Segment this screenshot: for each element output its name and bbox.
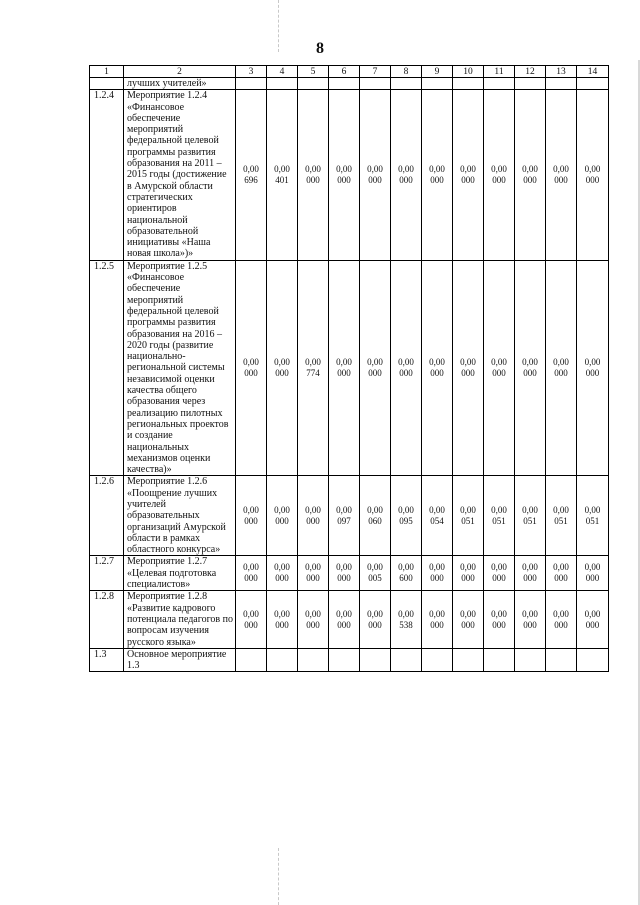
column-number: 14 — [577, 66, 609, 78]
value-line-2: 000 — [554, 175, 568, 186]
value-cell — [577, 591, 609, 648]
value-cell — [298, 90, 329, 260]
value-line-1: 0,00 — [305, 164, 321, 175]
column-number: 5 — [298, 66, 329, 78]
value-line-1: 0,00 — [584, 357, 601, 368]
value-line-2: 095 — [399, 515, 413, 526]
row-description: Мероприятие 1.2.4 «Финансовое обеспечение мероприятий федеральной целевой программы развития образования на 2011 – 2015 годы (достижение в Амурской области стратегических ориентиров национальной образовательной инициативы «Наша новая школа»)» — [124, 90, 236, 260]
value-line-2: 000 — [337, 573, 351, 584]
continuation-description: лучших учителей» — [124, 78, 236, 90]
value-line-2: 000 — [461, 368, 475, 379]
value-line-2: 051 — [585, 515, 600, 526]
value-line-1: 0,00 — [243, 357, 259, 368]
value-line-2: 097 — [337, 515, 351, 526]
value-cell — [546, 260, 577, 476]
continuation-row — [90, 78, 609, 90]
value-line-1: 0,00 — [522, 608, 538, 619]
value-line-1: 0,00 — [398, 608, 414, 619]
value-cell — [360, 648, 391, 672]
value-line-2: 000 — [306, 515, 320, 526]
value-line-2: 000 — [244, 619, 258, 630]
value-cell — [422, 556, 453, 591]
value-cell — [360, 260, 391, 476]
value-line-2: 000 — [523, 368, 537, 379]
value-cell — [422, 648, 453, 672]
value-line-2: 000 — [337, 619, 351, 630]
value-cell — [391, 648, 422, 672]
value-line-2: 538 — [399, 619, 413, 630]
column-number: 9 — [422, 66, 453, 78]
program-table — [89, 65, 609, 672]
value-cell — [329, 260, 360, 476]
value-line-1: 0,00 — [491, 562, 507, 573]
value-line-1: 0,00 — [336, 608, 352, 619]
value-cell — [391, 260, 422, 476]
column-number: 3 — [236, 66, 267, 78]
value-line-1: 0,00 — [398, 164, 414, 175]
fold-line-bottom — [278, 848, 279, 905]
value-line-1: 0,00 — [491, 164, 507, 175]
value-line-2: 005 — [368, 573, 382, 584]
value-line-2: 000 — [523, 573, 537, 584]
row-code: 1.2.8 — [90, 591, 124, 648]
value-line-1: 0,00 — [429, 164, 445, 175]
value-line-1: 0,00 — [553, 357, 569, 368]
value-cell — [298, 260, 329, 476]
value-line-2: 000 — [461, 573, 475, 584]
value-line-1: 0,00 — [274, 164, 290, 175]
value-line-1: 0,00 — [336, 357, 352, 368]
value-line-2: 000 — [244, 368, 258, 379]
value-cell — [577, 90, 609, 260]
value-cell — [391, 476, 422, 556]
value-line-1: 0,00 — [553, 608, 569, 619]
value-cell — [422, 260, 453, 476]
value-cell — [267, 90, 298, 260]
table-row — [90, 556, 609, 591]
value-line-2: 054 — [430, 515, 444, 526]
value-line-2: 000 — [337, 175, 351, 186]
value-cell — [453, 591, 484, 648]
value-line-2: 051 — [523, 515, 537, 526]
value-line-1: 0,00 — [336, 562, 352, 573]
column-number: 13 — [546, 66, 577, 78]
value-line-1: 0,00 — [274, 608, 290, 619]
value-cell — [236, 591, 267, 648]
table-row — [90, 260, 609, 476]
value-line-1: 0,00 — [491, 357, 507, 368]
value-line-1: 0,00 — [367, 608, 383, 619]
value-line-1: 0,00 — [398, 562, 414, 573]
value-line-1: 0,00 — [584, 562, 601, 573]
row-code: 1.2.7 — [90, 556, 124, 591]
value-cell — [422, 591, 453, 648]
value-cell — [577, 556, 609, 591]
value-cell — [329, 476, 360, 556]
value-line-2: 000 — [306, 573, 320, 584]
value-cell — [515, 648, 546, 672]
value-cell — [546, 90, 577, 260]
value-line-2: 000 — [492, 619, 506, 630]
value-cell — [546, 591, 577, 648]
value-line-2: 000 — [399, 175, 413, 186]
value-line-2: 000 — [585, 175, 600, 186]
value-line-2: 000 — [523, 175, 537, 186]
value-cell — [329, 556, 360, 591]
row-code: 1.2.6 — [90, 476, 124, 556]
value-line-1: 0,00 — [491, 504, 507, 515]
value-line-2: 000 — [337, 368, 351, 379]
value-line-2: 000 — [461, 619, 475, 630]
value-cell — [515, 476, 546, 556]
value-cell — [484, 476, 515, 556]
value-line-1: 0,00 — [274, 504, 290, 515]
value-cell — [577, 476, 609, 556]
row-description: Основное мероприятие 1.3 — [124, 648, 236, 672]
value-cell — [236, 476, 267, 556]
table-rows — [90, 90, 609, 672]
value-line-1: 0,00 — [522, 357, 538, 368]
value-line-1: 0,00 — [429, 562, 445, 573]
value-line-2: 000 — [554, 368, 568, 379]
value-line-2: 000 — [554, 619, 568, 630]
value-line-2: 000 — [306, 619, 320, 630]
value-cell — [391, 556, 422, 591]
value-line-2: 000 — [430, 619, 444, 630]
column-number: 8 — [391, 66, 422, 78]
value-line-1: 0,00 — [429, 608, 445, 619]
value-line-1: 0,00 — [243, 562, 259, 573]
value-cell — [391, 591, 422, 648]
table-row — [90, 90, 609, 260]
value-line-2: 000 — [585, 619, 600, 630]
value-line-1: 0,00 — [305, 504, 321, 515]
value-line-1: 0,00 — [429, 357, 445, 368]
value-line-1: 0,00 — [584, 608, 601, 619]
value-line-2: 000 — [585, 573, 600, 584]
value-cell — [329, 90, 360, 260]
value-line-1: 0,00 — [584, 164, 601, 175]
value-cell — [515, 591, 546, 648]
value-line-2: 000 — [275, 368, 289, 379]
row-description: Мероприятие 1.2.8 «Развитие кадрового потенциала педагогов по вопросам изучения русского языка» — [124, 591, 236, 648]
value-line-1: 0,00 — [305, 562, 321, 573]
value-cell — [267, 476, 298, 556]
value-line-1: 0,00 — [522, 562, 538, 573]
value-cell — [267, 556, 298, 591]
value-cell — [422, 90, 453, 260]
value-line-2: 000 — [244, 573, 258, 584]
value-cell — [515, 90, 546, 260]
table-row — [90, 648, 609, 672]
value-cell — [484, 591, 515, 648]
row-code: 1.3 — [90, 648, 124, 672]
value-line-2: 000 — [461, 175, 475, 186]
value-cell — [236, 556, 267, 591]
value-line-1: 0,00 — [367, 357, 383, 368]
value-cell — [267, 648, 298, 672]
value-line-1: 0,00 — [274, 562, 290, 573]
value-line-1: 0,00 — [460, 562, 476, 573]
value-line-1: 0,00 — [305, 357, 321, 368]
value-cell — [484, 260, 515, 476]
value-line-2: 000 — [275, 573, 289, 584]
value-line-1: 0,00 — [584, 504, 601, 515]
value-cell — [453, 648, 484, 672]
value-cell — [360, 476, 391, 556]
value-line-2: 051 — [461, 515, 475, 526]
value-line-2: 600 — [399, 573, 413, 584]
value-cell — [360, 90, 391, 260]
value-line-2: 401 — [275, 175, 289, 186]
value-cell — [298, 476, 329, 556]
value-cell — [236, 90, 267, 260]
value-line-2: 774 — [306, 368, 320, 379]
value-cell — [453, 90, 484, 260]
value-line-2: 000 — [523, 619, 537, 630]
value-line-2: 000 — [368, 175, 382, 186]
column-number: 7 — [360, 66, 391, 78]
value-line-1: 0,00 — [429, 504, 445, 515]
value-cell — [577, 648, 609, 672]
value-line-2: 000 — [368, 619, 382, 630]
value-line-1: 0,00 — [243, 608, 259, 619]
table-row — [90, 591, 609, 648]
value-line-1: 0,00 — [553, 504, 569, 515]
value-cell — [298, 648, 329, 672]
value-line-1: 0,00 — [460, 504, 476, 515]
column-number-row — [90, 66, 609, 78]
value-line-2: 696 — [244, 175, 258, 186]
value-cell — [236, 260, 267, 476]
value-cell — [236, 648, 267, 672]
column-number: 10 — [453, 66, 484, 78]
value-line-1: 0,00 — [522, 164, 538, 175]
value-cell — [515, 260, 546, 476]
value-line-1: 0,00 — [460, 608, 476, 619]
table-row — [90, 476, 609, 556]
value-line-2: 000 — [492, 368, 506, 379]
value-line-2: 051 — [554, 515, 568, 526]
value-line-2: 000 — [275, 619, 289, 630]
value-line-2: 000 — [585, 368, 600, 379]
value-cell — [360, 591, 391, 648]
value-line-1: 0,00 — [243, 504, 259, 515]
value-cell — [484, 556, 515, 591]
column-number: 11 — [484, 66, 515, 78]
value-line-1: 0,00 — [460, 164, 476, 175]
value-line-2: 000 — [244, 515, 258, 526]
column-number: 6 — [329, 66, 360, 78]
value-line-1: 0,00 — [305, 608, 321, 619]
row-description: Мероприятие 1.2.5 «Финансовое обеспечение мероприятий федеральной целевой программы развития образования на 2016 – 2020 годы (развитие национально-региональной системы независимой оценки качества общего образования через реализацию пилотных региональных проектов и создание национальных механизмов оценки качества)» — [124, 260, 236, 476]
value-cell — [484, 648, 515, 672]
value-line-1: 0,00 — [243, 164, 259, 175]
value-line-2: 000 — [430, 573, 444, 584]
value-line-2: 000 — [430, 175, 444, 186]
value-cell — [515, 556, 546, 591]
value-line-1: 0,00 — [367, 562, 383, 573]
column-number: 12 — [515, 66, 546, 78]
row-description: Мероприятие 1.2.6 «Поощрение лучших учителей образовательных организаций Амурской области в рамках областного конкурса» — [124, 476, 236, 556]
value-line-1: 0,00 — [460, 357, 476, 368]
value-line-1: 0,00 — [274, 357, 290, 368]
value-cell — [360, 556, 391, 591]
value-cell — [267, 260, 298, 476]
value-line-1: 0,00 — [367, 504, 383, 515]
value-line-1: 0,00 — [491, 608, 507, 619]
page-number: 8 — [316, 40, 324, 57]
row-description: Мероприятие 1.2.7 «Целевая подготовка специалистов» — [124, 556, 236, 591]
value-cell — [546, 476, 577, 556]
value-line-2: 000 — [492, 175, 506, 186]
value-line-2: 000 — [430, 368, 444, 379]
value-line-2: 000 — [306, 175, 320, 186]
value-cell — [546, 556, 577, 591]
value-cell — [329, 591, 360, 648]
value-cell — [453, 260, 484, 476]
value-line-2: 000 — [399, 368, 413, 379]
value-line-2: 000 — [368, 368, 382, 379]
value-line-1: 0,00 — [336, 504, 352, 515]
value-cell — [453, 476, 484, 556]
value-cell — [329, 648, 360, 672]
value-line-1: 0,00 — [553, 164, 569, 175]
value-line-2: 060 — [368, 515, 382, 526]
value-cell — [298, 591, 329, 648]
value-line-1: 0,00 — [336, 164, 352, 175]
value-cell — [298, 556, 329, 591]
value-line-1: 0,00 — [522, 504, 538, 515]
value-cell — [267, 591, 298, 648]
value-line-2: 000 — [492, 573, 506, 584]
column-number: 1 — [90, 66, 124, 78]
value-line-1: 0,00 — [398, 357, 414, 368]
value-cell — [422, 476, 453, 556]
row-code — [90, 78, 124, 90]
value-line-1: 0,00 — [367, 164, 383, 175]
value-cell — [577, 260, 609, 476]
value-line-1: 0,00 — [398, 504, 414, 515]
value-line-2: 051 — [492, 515, 506, 526]
row-code: 1.2.4 — [90, 90, 124, 260]
value-cell — [484, 90, 515, 260]
value-line-2: 000 — [554, 573, 568, 584]
value-line-1: 0,00 — [553, 562, 569, 573]
value-cell — [453, 556, 484, 591]
value-cell — [546, 648, 577, 672]
value-line-2: 000 — [275, 515, 289, 526]
column-number: 4 — [267, 66, 298, 78]
column-number: 2 — [124, 66, 236, 78]
value-cell — [391, 90, 422, 260]
row-code: 1.2.5 — [90, 260, 124, 476]
